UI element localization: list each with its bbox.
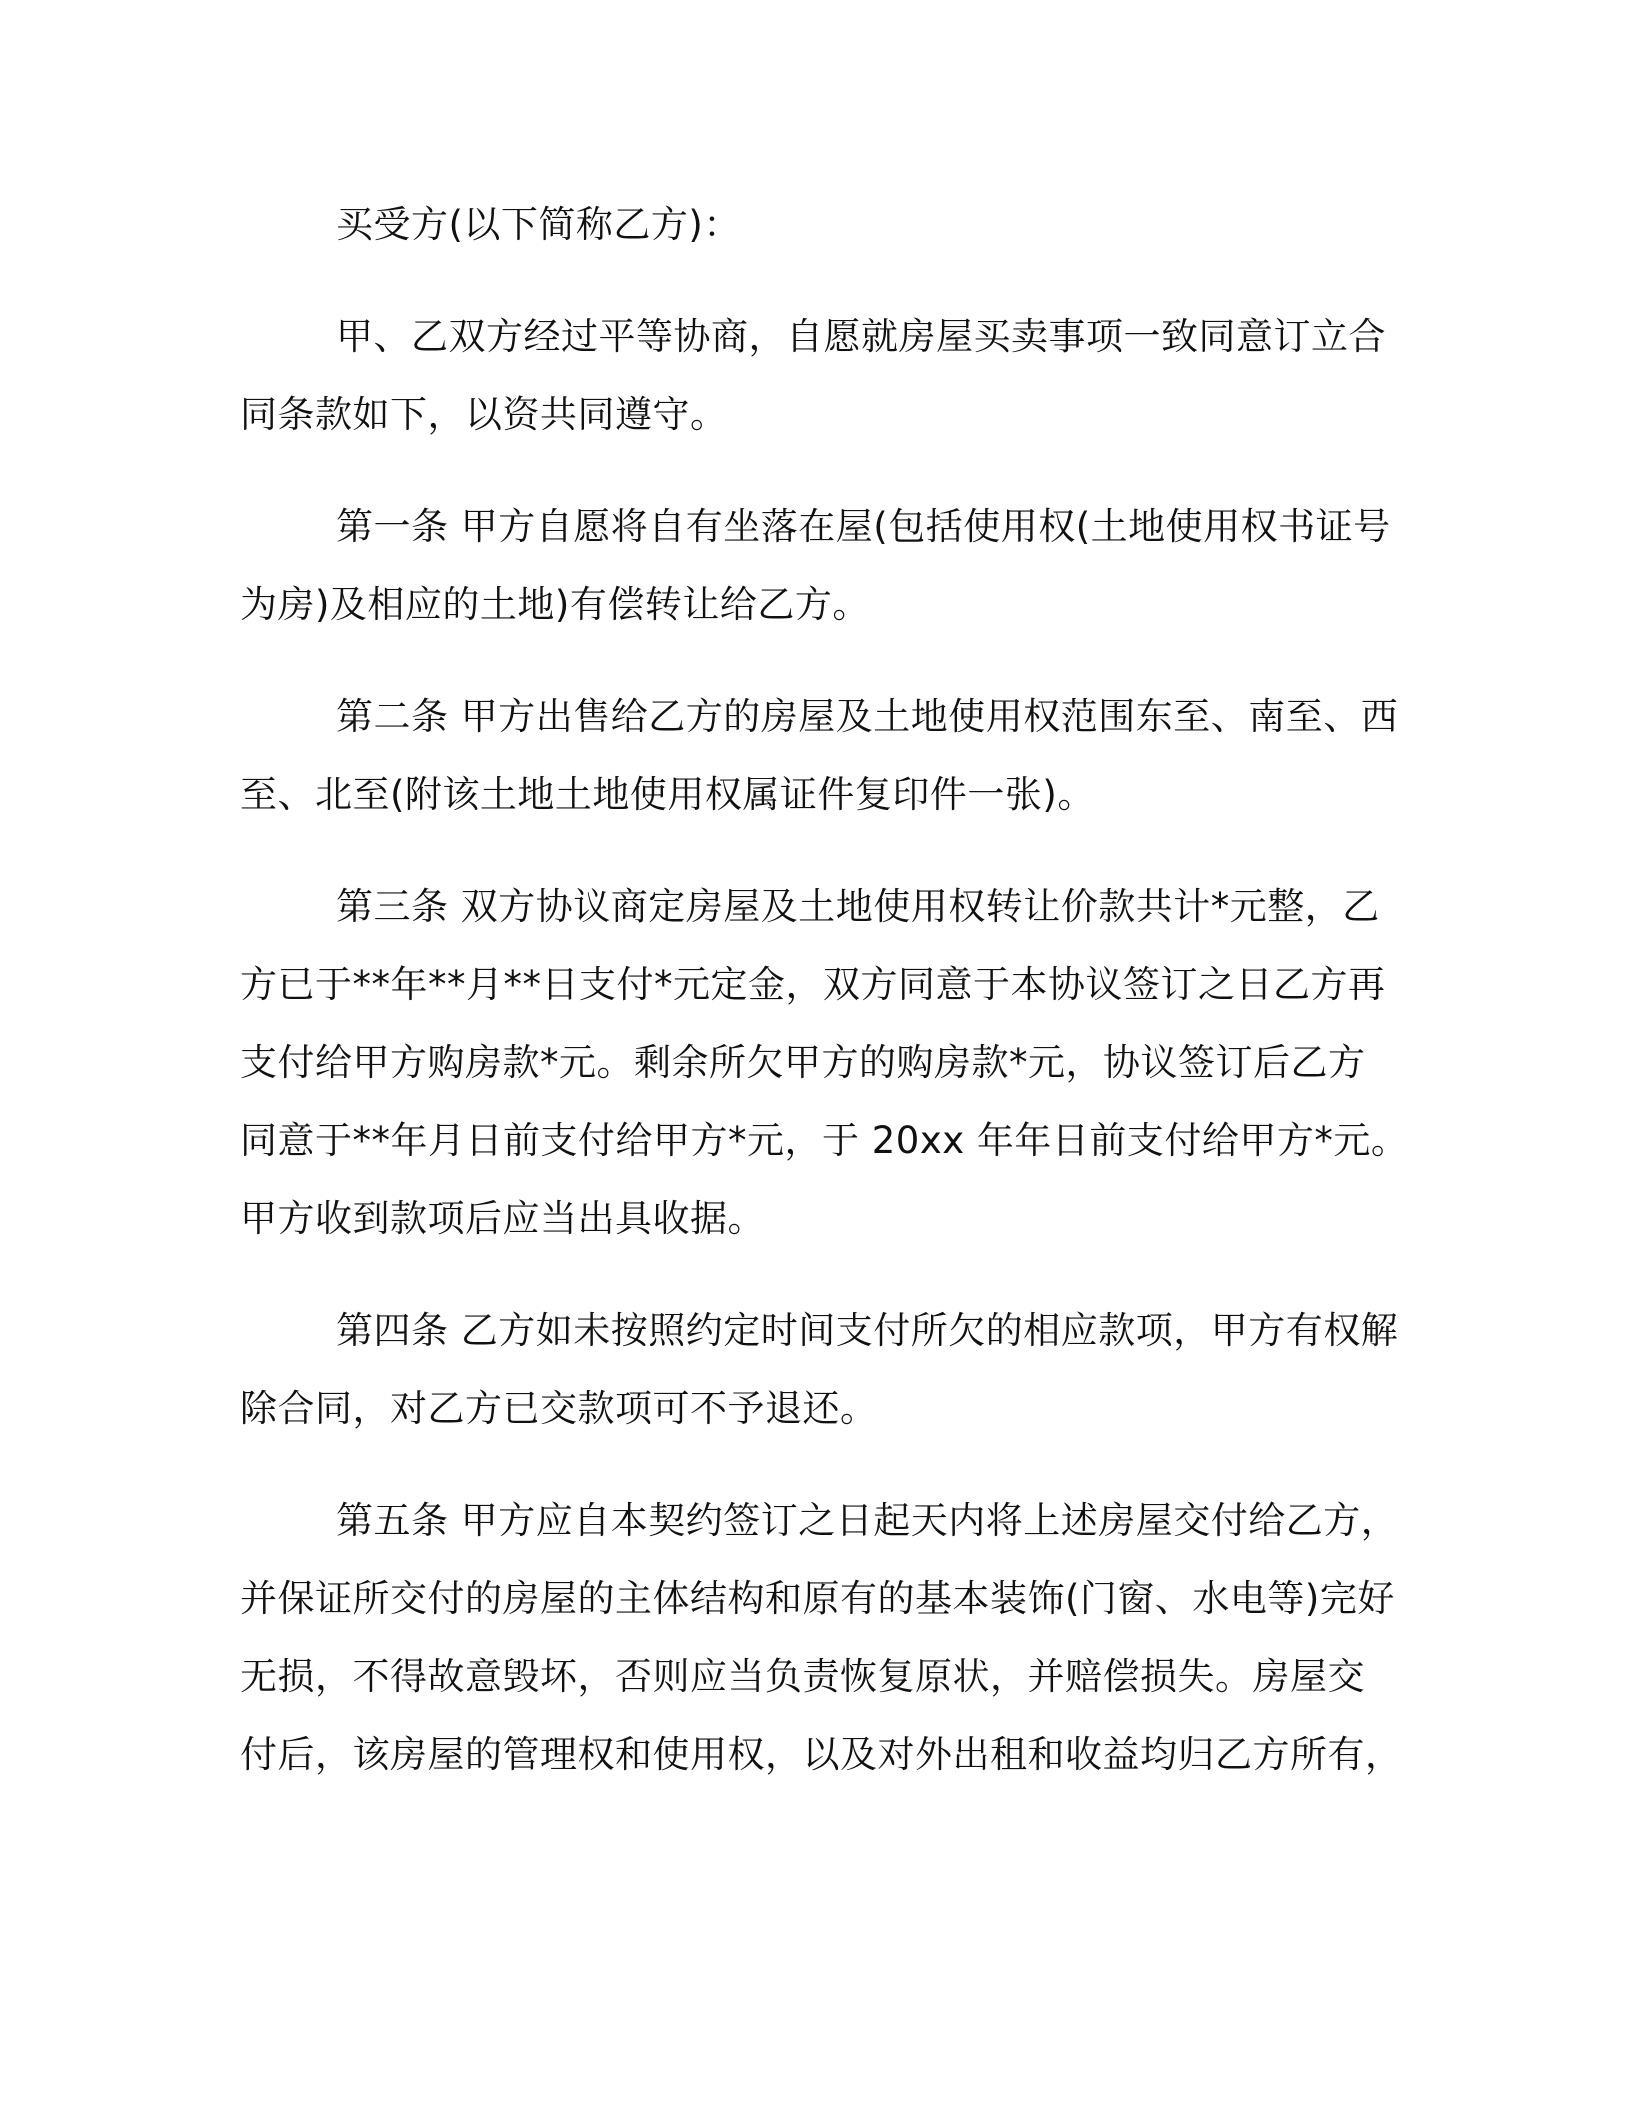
text-line: 第一条 甲方自愿将自有坐落在屋(包括使用权(土地使用权书证号	[336, 505, 1391, 548]
paragraph-article-4	[240, 1292, 1400, 1448]
text-line: 至、北至(附该土地土地使用权属证件复印件一张)。	[240, 773, 1095, 816]
text-line: 同意于**年月日前支付给甲方*元，于 20xx 年年日前支付给甲方*元。	[240, 1119, 1409, 1162]
text-line: 买受方(以下简称乙方)：	[336, 203, 741, 246]
document-body	[240, 186, 1409, 1828]
text-line: 第四条 乙方如未按照约定时间支付所欠的相应款项，甲方有权解	[336, 1309, 1399, 1352]
text-line: 甲、乙双方经过平等协商，自愿就房屋买卖事项一致同意订立合	[336, 315, 1386, 358]
text-line: 付后，该房屋的管理权和使用权，以及对外出租和收益均归乙方所有，	[240, 1733, 1403, 1776]
text-line: 为房)及相应的土地)有偿转让给乙方。	[240, 583, 870, 626]
text-line: 第五条 甲方应自本契约签订之日起天内将上述房屋交付给乙方，	[336, 1499, 1399, 1542]
paragraph-article-5	[240, 1482, 1403, 1794]
paragraph-article-1	[240, 488, 1400, 644]
text-line: 方已于**年**月**日支付*元定金，双方同意于本协议签订之日乙方再	[240, 963, 1386, 1006]
text-line: 同条款如下，以资共同遵守。	[240, 393, 728, 436]
paragraph-article-3	[240, 868, 1409, 1258]
text-line: 并保证所交付的房屋的主体结构和原有的基本装饰(门窗、水电等)完好	[240, 1577, 1395, 1620]
text-line: 第三条 双方协议商定房屋及土地使用权转让价款共计*元整，乙	[336, 885, 1380, 928]
text-line: 无损，不得故意毁坏，否则应当负责恢复原状，并赔偿损失。房屋交	[240, 1655, 1365, 1698]
paragraph-buyer-line	[240, 186, 1400, 264]
text-line: 除合同，对乙方已交款项可不予退还。	[240, 1387, 878, 1430]
paragraph-preamble	[240, 298, 1400, 454]
text-line: 甲方收到款项后应当出具收据。	[240, 1197, 765, 1240]
text-line: 第二条 甲方出售给乙方的房屋及土地使用权范围东至、南至、西	[336, 695, 1399, 738]
paragraph-article-2	[240, 678, 1400, 834]
text-line: 支付给甲方购房款*元。剩余所欠甲方的购房款*元，协议签订后乙方	[240, 1041, 1366, 1084]
